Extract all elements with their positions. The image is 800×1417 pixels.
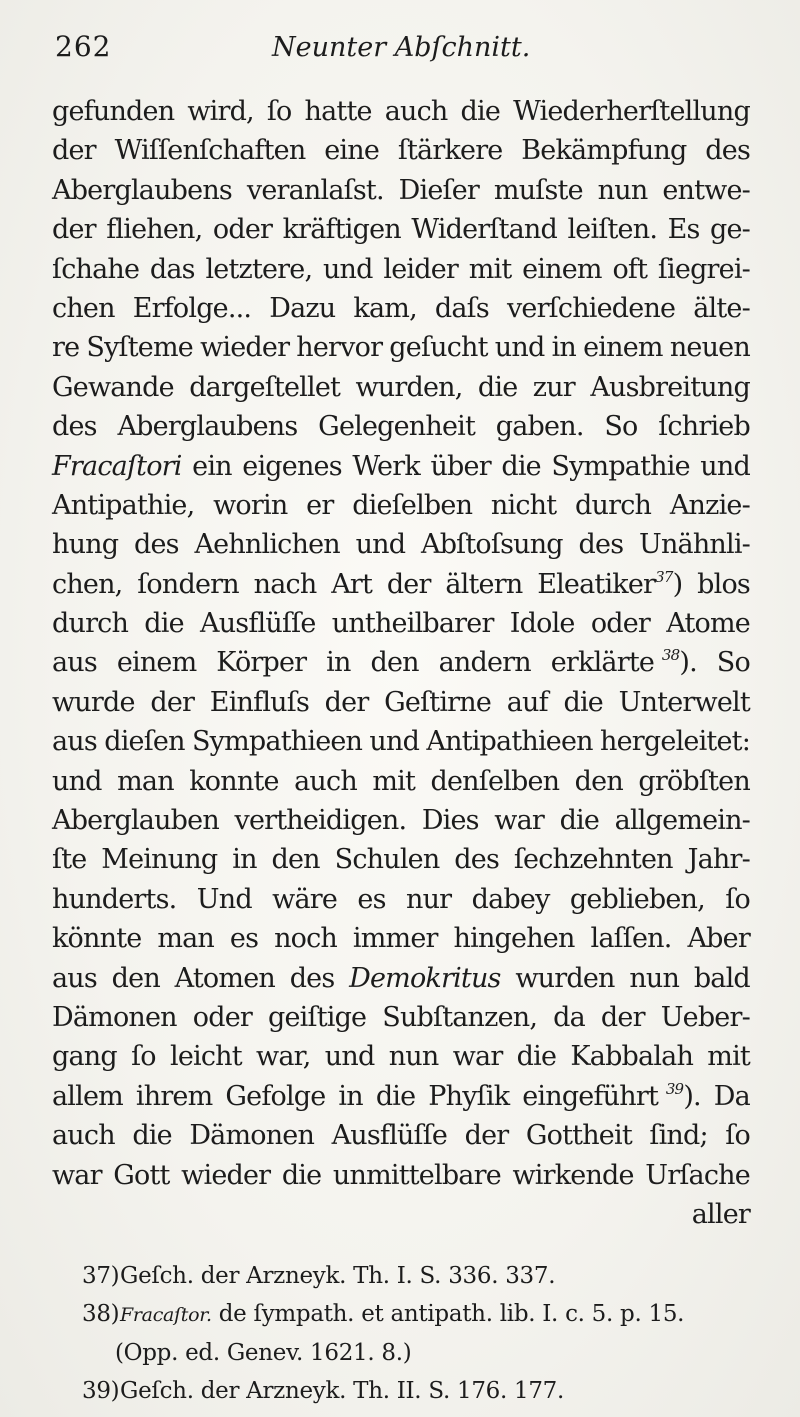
word: Abſtoſsung bbox=[421, 529, 563, 561]
word: nun bbox=[388, 1041, 439, 1073]
word: die bbox=[375, 1080, 416, 1112]
word bbox=[522, 1077, 701, 1116]
word: ſo bbox=[266, 96, 292, 127]
word: Gelegenheit bbox=[318, 411, 476, 443]
word: den bbox=[574, 765, 623, 797]
word: Widerſtand bbox=[411, 214, 558, 246]
word: nicht bbox=[490, 489, 557, 521]
word: Atomen bbox=[174, 962, 275, 994]
word: Dämonen bbox=[52, 1001, 177, 1033]
text-line bbox=[52, 486, 750, 525]
word: auch bbox=[384, 96, 448, 127]
text-line bbox=[52, 1116, 750, 1155]
word: der bbox=[386, 568, 431, 600]
word: gröbſten bbox=[638, 765, 750, 797]
word: ſtärkere bbox=[397, 135, 503, 167]
word: Ausflüſſe bbox=[331, 1120, 448, 1152]
text-line bbox=[52, 407, 750, 446]
word: und bbox=[700, 450, 750, 482]
word: Gott bbox=[113, 1159, 170, 1191]
page-header bbox=[50, 30, 750, 70]
word: der bbox=[464, 1120, 509, 1152]
footnote-text: Geſch. der Arzneyk. Th. II. S. 176. 177. bbox=[120, 1378, 565, 1404]
fracastori-name: Fracaſtori bbox=[52, 450, 182, 482]
word: war bbox=[452, 1041, 503, 1073]
word: leiſten. bbox=[567, 214, 658, 246]
word: eine bbox=[324, 135, 380, 167]
word: Dieſer bbox=[398, 174, 479, 206]
text-line bbox=[52, 1077, 750, 1116]
word: die bbox=[559, 805, 600, 837]
word: chen bbox=[52, 292, 115, 324]
word: Ueber- bbox=[660, 1001, 750, 1033]
word: Wiſſenſchaften bbox=[114, 135, 306, 167]
word: die bbox=[144, 608, 184, 640]
word: daſs bbox=[434, 292, 489, 324]
word: Es bbox=[667, 214, 700, 246]
word: auf bbox=[506, 686, 548, 718]
word: und bbox=[52, 765, 102, 797]
word: wäre bbox=[272, 883, 338, 915]
word: Antipathieen bbox=[426, 726, 593, 758]
word: der bbox=[52, 214, 96, 246]
word: den bbox=[370, 647, 419, 679]
word: allgemein- bbox=[614, 805, 750, 837]
word: aus bbox=[52, 962, 97, 994]
text-line bbox=[52, 525, 750, 564]
footnote-text: Geſch. der Arzneyk. Th. I. S. 336. 337. bbox=[120, 1263, 556, 1289]
word: des bbox=[454, 844, 499, 876]
word: Einfluſs bbox=[209, 686, 309, 718]
word: laſſen. bbox=[590, 923, 672, 955]
word: Unähnli- bbox=[638, 529, 750, 561]
word: Aberglaubens bbox=[117, 411, 298, 443]
word: mit bbox=[468, 253, 512, 285]
word: letztere, bbox=[205, 253, 313, 285]
text-line bbox=[52, 328, 750, 367]
footnotes bbox=[82, 1257, 762, 1410]
word: wieder bbox=[181, 1159, 271, 1191]
word: Aberglaubens bbox=[52, 174, 232, 206]
word: So bbox=[716, 647, 750, 679]
word: Eleatiker bbox=[537, 568, 656, 600]
word: nach bbox=[253, 568, 317, 600]
word: wurden bbox=[515, 962, 615, 994]
word: hunderts. bbox=[52, 883, 177, 915]
word: ſo bbox=[725, 1120, 750, 1152]
word: Wiederherſtellung bbox=[513, 96, 750, 127]
word: unmittelbare bbox=[332, 1159, 501, 1191]
word: Atome bbox=[666, 608, 750, 640]
word: ). bbox=[683, 1080, 701, 1112]
word: des bbox=[52, 411, 97, 443]
word: die bbox=[281, 1159, 322, 1191]
word: zur bbox=[532, 371, 575, 403]
word: über bbox=[430, 450, 491, 482]
word: Phyſik bbox=[428, 1080, 510, 1112]
word: gang bbox=[52, 1041, 117, 1073]
word: die bbox=[477, 371, 518, 403]
word: dargeſtellet bbox=[189, 371, 341, 403]
word: ihrem bbox=[135, 1080, 213, 1112]
text-line bbox=[52, 447, 750, 486]
word: den bbox=[271, 844, 320, 876]
word: immer bbox=[352, 923, 438, 955]
word: und bbox=[369, 726, 420, 758]
word: Aehnlichen bbox=[194, 529, 340, 561]
word: geſucht bbox=[389, 332, 488, 364]
footnote-mark: 39) bbox=[82, 1378, 120, 1404]
word: hergeleitet: bbox=[600, 726, 750, 758]
word: Subſtanzen, bbox=[382, 1001, 538, 1033]
word: hervor bbox=[296, 332, 383, 364]
word: eigenes bbox=[242, 450, 342, 482]
word: auch bbox=[52, 1120, 115, 1152]
word: gefunden bbox=[52, 96, 175, 127]
text-line bbox=[52, 643, 750, 682]
word: der bbox=[150, 686, 195, 718]
word: veranlaſst. bbox=[246, 174, 384, 206]
word: Körper bbox=[216, 647, 307, 679]
word: Dazu bbox=[269, 292, 336, 324]
word: hingehen bbox=[453, 923, 575, 955]
word: Urſache bbox=[645, 1159, 750, 1191]
text-line bbox=[52, 368, 750, 407]
word: chen, bbox=[52, 568, 123, 600]
word: Gottheit bbox=[525, 1120, 632, 1152]
footnote-38-continuation bbox=[82, 1334, 762, 1372]
footnote-ref-39[interactable]: 39 bbox=[665, 1079, 684, 1098]
word: oft bbox=[612, 253, 648, 285]
word: konnte bbox=[189, 765, 279, 797]
text-line bbox=[52, 289, 750, 328]
word: andern bbox=[438, 647, 531, 679]
text-line bbox=[52, 250, 750, 289]
word: ſchrieb bbox=[658, 411, 750, 443]
word: die bbox=[132, 1120, 172, 1152]
word: nun bbox=[629, 962, 680, 994]
word: ſte bbox=[52, 844, 87, 876]
text-line bbox=[52, 762, 750, 801]
word: man bbox=[117, 765, 174, 797]
word: man bbox=[157, 923, 215, 955]
word: nur bbox=[406, 883, 452, 915]
text-line bbox=[52, 880, 750, 919]
word: wurden, bbox=[355, 371, 463, 403]
word: war, bbox=[256, 1041, 311, 1073]
word: Schulen bbox=[334, 844, 440, 876]
word: Aber bbox=[687, 923, 750, 955]
word: Und bbox=[196, 883, 252, 915]
word: die bbox=[501, 450, 541, 482]
word: Syſteme bbox=[86, 332, 193, 364]
word: wieder bbox=[200, 332, 290, 364]
footnote-text: de ſympath. et antipath. lib. I. c. 5. p. 15. bbox=[218, 1301, 685, 1327]
word: Geſtirne bbox=[384, 686, 492, 718]
word: Gefolge bbox=[225, 1080, 326, 1112]
word: und bbox=[322, 253, 373, 285]
text-line bbox=[52, 840, 750, 879]
word: aus bbox=[52, 726, 97, 758]
word: auch bbox=[294, 765, 357, 797]
word: verſchiedene bbox=[506, 292, 676, 324]
word: und bbox=[494, 332, 545, 364]
word: ältern bbox=[445, 568, 523, 600]
word: leicht bbox=[169, 1041, 242, 1073]
footnote-author: Fracaſtor. bbox=[120, 1304, 212, 1326]
word: leider bbox=[383, 253, 458, 285]
word: in bbox=[551, 332, 577, 364]
word: bald bbox=[693, 962, 750, 994]
word: des bbox=[578, 529, 624, 561]
word: des bbox=[134, 529, 179, 561]
word: Idole bbox=[509, 608, 575, 640]
word: einem bbox=[522, 253, 602, 285]
word: Antipathie, bbox=[52, 489, 195, 521]
word: vertheidigen. bbox=[234, 805, 407, 837]
text-line bbox=[52, 171, 750, 210]
running-head: Neunter Abſchnitt. bbox=[272, 32, 531, 63]
word: es bbox=[357, 883, 386, 915]
word: durch bbox=[575, 489, 652, 521]
word: es bbox=[229, 923, 259, 955]
word: entwe- bbox=[662, 174, 750, 206]
word: Gewande bbox=[52, 371, 174, 403]
word: Kabbalah bbox=[570, 1041, 694, 1073]
footnote-39 bbox=[82, 1372, 762, 1410]
word: in bbox=[326, 647, 351, 679]
footnote-mark: 38) bbox=[82, 1301, 120, 1327]
footnote-ref-38[interactable]: 38 bbox=[661, 646, 680, 665]
word: Ausflüſſe bbox=[200, 608, 316, 640]
word: re bbox=[52, 332, 80, 364]
text-line bbox=[52, 92, 750, 131]
word: Bekämpfung bbox=[521, 135, 687, 167]
word: Jahr- bbox=[687, 844, 750, 876]
word: ge- bbox=[710, 214, 750, 246]
word: ſiegrei- bbox=[657, 253, 750, 285]
word: und bbox=[355, 529, 406, 561]
text-line bbox=[52, 959, 750, 998]
word: könnte bbox=[52, 923, 142, 955]
text-line bbox=[52, 683, 750, 722]
word: fliehen, bbox=[106, 214, 203, 246]
word: wurde bbox=[52, 686, 135, 718]
word: Ausbreitung bbox=[590, 371, 750, 403]
word: Da bbox=[713, 1080, 750, 1112]
word: worin bbox=[213, 489, 288, 521]
word: des bbox=[705, 135, 750, 167]
demokritus-name: Demokritus bbox=[349, 962, 501, 994]
word: die bbox=[516, 1041, 557, 1073]
page-number: 262 bbox=[55, 30, 112, 63]
word: Art bbox=[331, 568, 373, 600]
word: ſechzehnten bbox=[513, 844, 673, 876]
word: oder bbox=[590, 608, 651, 640]
word: ſchahe bbox=[52, 253, 140, 285]
footnote-38 bbox=[82, 1295, 762, 1334]
catchword-line bbox=[52, 1195, 750, 1234]
word: blos bbox=[697, 568, 750, 600]
word: So bbox=[604, 411, 638, 443]
body-text bbox=[52, 92, 750, 1234]
text-line bbox=[52, 722, 750, 761]
catchword: aller bbox=[691, 1198, 750, 1230]
word: Aberglauben bbox=[52, 805, 219, 837]
word: war bbox=[494, 805, 545, 837]
word: Eleatiker$^{37}$) bbox=[537, 567, 683, 600]
word: dieſelben bbox=[352, 489, 473, 521]
word: dabey bbox=[471, 883, 550, 915]
word: ſo bbox=[725, 883, 750, 915]
word: die bbox=[563, 686, 603, 718]
word: hatte bbox=[304, 96, 372, 127]
footnote-mark: 37) bbox=[82, 1263, 120, 1289]
footnote-ref-37[interactable]: 37 bbox=[655, 567, 673, 586]
footnote-37 bbox=[82, 1257, 762, 1295]
word: Sympathie bbox=[551, 450, 690, 482]
word: oder bbox=[192, 1001, 252, 1033]
word: ſo bbox=[131, 1041, 156, 1073]
text-line bbox=[52, 565, 750, 604]
text-line bbox=[52, 919, 750, 958]
word: Erfolge... bbox=[132, 292, 252, 324]
text-line bbox=[52, 1156, 750, 1195]
word: untheilbarer bbox=[331, 608, 494, 640]
text-line bbox=[52, 1037, 750, 1076]
word: wirkende bbox=[512, 1159, 634, 1191]
word: aus bbox=[52, 647, 97, 679]
word: ein bbox=[192, 450, 232, 482]
word: geblieben, bbox=[569, 883, 705, 915]
word: erklärte bbox=[550, 647, 655, 679]
word: noch bbox=[274, 923, 338, 955]
word: wird, bbox=[187, 96, 254, 127]
word: Meinung bbox=[101, 844, 218, 876]
word: gaben. bbox=[495, 411, 584, 443]
footnote-text: (Opp. ed. Genev. 1621. 8.) bbox=[115, 1340, 412, 1366]
word: Unterwelt bbox=[618, 686, 750, 718]
word: das bbox=[149, 253, 195, 285]
word: war bbox=[52, 1159, 102, 1191]
word: des bbox=[289, 962, 335, 994]
word: eingeführt bbox=[522, 1080, 659, 1112]
word: Sympathieen bbox=[191, 726, 363, 758]
word: der bbox=[324, 686, 369, 718]
word: einem bbox=[583, 332, 663, 364]
word: mit bbox=[372, 765, 416, 797]
word: in bbox=[338, 1080, 363, 1112]
word: kräftigen bbox=[282, 214, 401, 246]
word: Dämonen bbox=[189, 1120, 315, 1152]
word: die bbox=[460, 96, 501, 127]
word: in bbox=[232, 844, 257, 876]
word: Werk bbox=[352, 450, 420, 482]
word bbox=[551, 643, 697, 682]
word: durch bbox=[52, 608, 129, 640]
word: Dies bbox=[421, 805, 479, 837]
word: muſste bbox=[493, 174, 583, 206]
word: allem bbox=[52, 1080, 123, 1112]
word: der bbox=[600, 1001, 645, 1033]
word: Anzie- bbox=[669, 489, 750, 521]
word: den bbox=[111, 962, 160, 994]
word: oder bbox=[212, 214, 273, 246]
word: ſind; bbox=[649, 1120, 708, 1152]
word: denſelben bbox=[430, 765, 560, 797]
word: geiſtige bbox=[268, 1001, 367, 1033]
word: nun bbox=[597, 174, 648, 206]
text-line bbox=[52, 801, 750, 840]
word: und bbox=[324, 1041, 375, 1073]
text-line bbox=[52, 604, 750, 643]
word: kam, bbox=[353, 292, 417, 324]
word: er bbox=[306, 489, 334, 521]
word: neuen bbox=[669, 332, 750, 364]
word: dieſen bbox=[104, 726, 185, 758]
word: ). bbox=[679, 647, 697, 679]
word: mit bbox=[707, 1041, 750, 1073]
word: hung bbox=[52, 529, 119, 561]
text-line bbox=[52, 998, 750, 1037]
word: älte- bbox=[693, 292, 750, 324]
word: da bbox=[553, 1001, 585, 1033]
text-line bbox=[52, 131, 750, 170]
text-line bbox=[52, 210, 750, 249]
word: der bbox=[52, 135, 96, 167]
word: ſondern bbox=[137, 568, 239, 600]
word: einem bbox=[116, 647, 197, 679]
